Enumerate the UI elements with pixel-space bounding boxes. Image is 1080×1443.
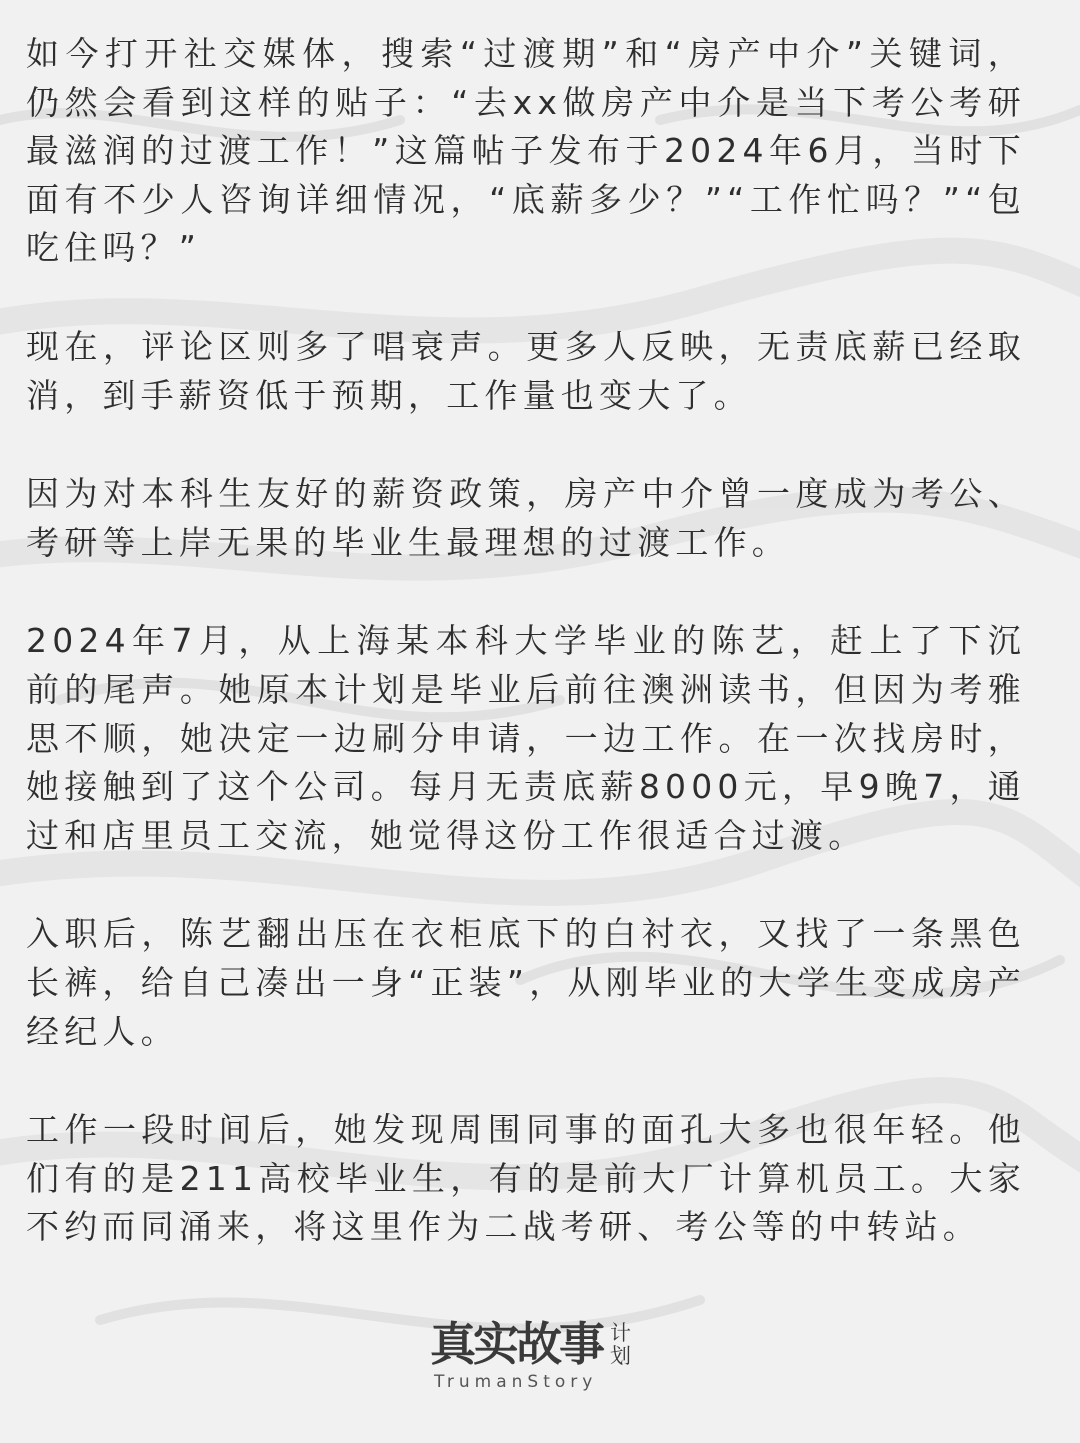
paragraph-3: 因为对本科生友好的薪资政策，房产中介曾一度成为考公、考研等上岸无果的毕业生最理想的过渡工作。 <box>26 474 1026 562</box>
logo-side-text: 计划 <box>610 1321 631 1368</box>
paragraph-5: 入职后，陈艺翻出压在衣柜底下的白衬衣，又找了一条黑色长裤，给自己凑出一身“正装”，从刚毕业的大学生变成房产经纪人。 <box>26 914 1026 1051</box>
logo-main-text: 真实故事 <box>430 1317 602 1371</box>
brand-logo <box>430 1318 660 1398</box>
paragraph-6: 工作一段时间后，她发现周围同事的面孔大多也很年轻。他们有的是211高校毕业生，有的是前大厂计算机员工。大家不约而同涌来，将这里作为二战考研、考公等的中转站。 <box>26 1110 1026 1247</box>
paragraph-2: 现在，评论区则多了唱衰声。更多人反映，无责底薪已经取消，到手薪资低于预期，工作量也变大了。 <box>26 326 1026 415</box>
paragraph-4: 2024年7月，从上海某本科大学毕业的陈艺，赶上了下沉前的尾声。她原本计划是毕业后前往澳洲读书，但因为考雅思不顺，她决定一边刷分申请，一边工作。在一次找房时，她接触到了这个公司。每月无责底薪8000元，早9晚7，通过和店里员工交流，她觉得这份工作很适合过渡。 <box>26 621 1026 855</box>
article-body <box>26 30 1026 1302</box>
logo-english-text: TrumanStory <box>434 1372 598 1392</box>
paragraph-1: 如今打开社交媒体，搜索“过渡期”和“房产中介”关键词，仍然会看到这样的贴子：“去xx做房产中介是当下考公考研最滋润的过渡工作！”这篇帖子发布于2024年6月，当时下面有不少人咨询详细情况，“底薪多少？”“工作忙吗？”“包吃住吗？” <box>26 34 1026 268</box>
